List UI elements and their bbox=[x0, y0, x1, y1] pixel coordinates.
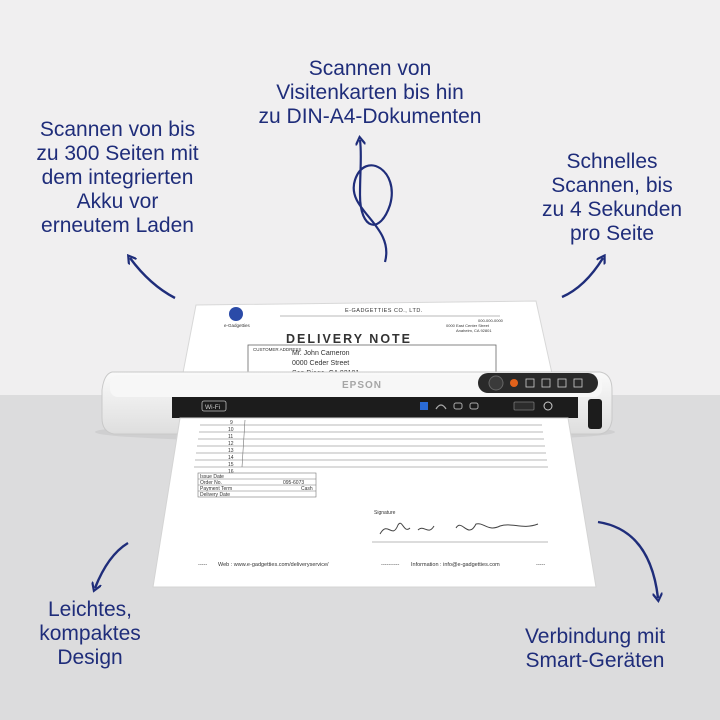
footer-dash-mid: ---------- bbox=[381, 562, 400, 568]
row-number: 11 bbox=[228, 434, 234, 440]
caption-line: Design bbox=[57, 646, 123, 669]
caption-line: dem integrierten bbox=[41, 166, 194, 189]
caption-line: Scannen von bis bbox=[39, 118, 196, 141]
bluetooth-icon bbox=[420, 402, 428, 410]
company-address-1: 0000 East Center Street bbox=[446, 323, 489, 328]
row-number: 12 bbox=[228, 441, 234, 447]
caption-line: pro Seite bbox=[569, 222, 655, 245]
caption-line: Visitenkarten bis hin bbox=[276, 81, 464, 104]
row-number: 9 bbox=[230, 420, 233, 426]
arrow-bottom-right bbox=[598, 522, 658, 598]
caption-line: zu 4 Sekunden bbox=[541, 198, 683, 221]
company-phone: 000-000-0000 bbox=[478, 318, 503, 323]
row-number: 14 bbox=[228, 455, 234, 461]
detail-label: Delivery Date bbox=[200, 492, 231, 498]
footer-info: Information : info@e-gadgetties.com bbox=[411, 562, 500, 568]
caption-line: Scannen, bis bbox=[551, 174, 673, 197]
arrow-top-squiggle bbox=[354, 140, 392, 262]
caption-line: zu 300 Seiten mit bbox=[36, 142, 199, 165]
arrow-bottom-left bbox=[95, 543, 128, 588]
slider-switch[interactable] bbox=[514, 402, 534, 410]
status-led bbox=[510, 379, 518, 387]
caption-line: Scannen von bbox=[308, 57, 432, 80]
customer-address-label: CUSTOMER ADDRESS bbox=[253, 347, 302, 352]
detail-label: Issue Date bbox=[200, 474, 224, 480]
row-number: 15 bbox=[228, 462, 234, 468]
row-number: 16 bbox=[228, 469, 234, 475]
scanner-brand: EPSON bbox=[342, 380, 383, 391]
caption-line: kompaktes bbox=[39, 622, 141, 645]
feature-caption-top-right bbox=[522, 150, 702, 246]
feature-caption-top-left bbox=[20, 118, 215, 238]
caption-line: Verbindung mit bbox=[524, 625, 666, 648]
caption-line: Leichtes, bbox=[47, 598, 133, 621]
customer-street: 0000 Ceder Street bbox=[292, 360, 350, 367]
document-title: DELIVERY NOTE bbox=[286, 332, 413, 346]
footer-web: Web : www.e-gadgetties.com/deliveryservice/ bbox=[218, 562, 329, 568]
row-number: 13 bbox=[228, 448, 234, 454]
row-number: 10 bbox=[228, 427, 234, 433]
detail-value: 095-6073 bbox=[283, 480, 305, 486]
company-address-2: Anaheim, CA 92801 bbox=[456, 328, 492, 333]
footer-dash-left: ----- bbox=[198, 562, 208, 568]
feature-caption-bottom-left bbox=[15, 598, 165, 670]
paper-bottom bbox=[153, 418, 596, 587]
company-logo-icon bbox=[229, 307, 243, 321]
arrow-top-left bbox=[130, 258, 175, 298]
footer-dash-right: ----- bbox=[536, 562, 546, 568]
caption-line: Akku vor bbox=[76, 190, 159, 213]
detail-label: Payment Term bbox=[200, 486, 233, 492]
caption-line: Schnelles bbox=[566, 150, 658, 173]
detail-value: Cash bbox=[301, 486, 313, 492]
feature-caption-top bbox=[240, 57, 500, 129]
signature-label: Signature bbox=[374, 510, 396, 516]
caption-line: zu DIN-A4-Dokumenten bbox=[258, 105, 482, 128]
feature-caption-bottom-right bbox=[495, 625, 695, 673]
wifi-badge-label: Wi-Fi bbox=[205, 404, 221, 411]
caption-line: Smart-Geräten bbox=[525, 649, 665, 672]
arrow-top-right bbox=[562, 258, 603, 297]
customer-name: Mr. John Cameron bbox=[292, 350, 350, 357]
company-name: E-GADGETTIES CO., LTD. bbox=[345, 308, 423, 314]
scan-button[interactable] bbox=[489, 376, 503, 390]
detail-label: Order No. bbox=[200, 480, 222, 486]
logo-text: e-Gadgetties bbox=[224, 323, 250, 328]
caption-line: erneutem Laden bbox=[41, 214, 194, 237]
